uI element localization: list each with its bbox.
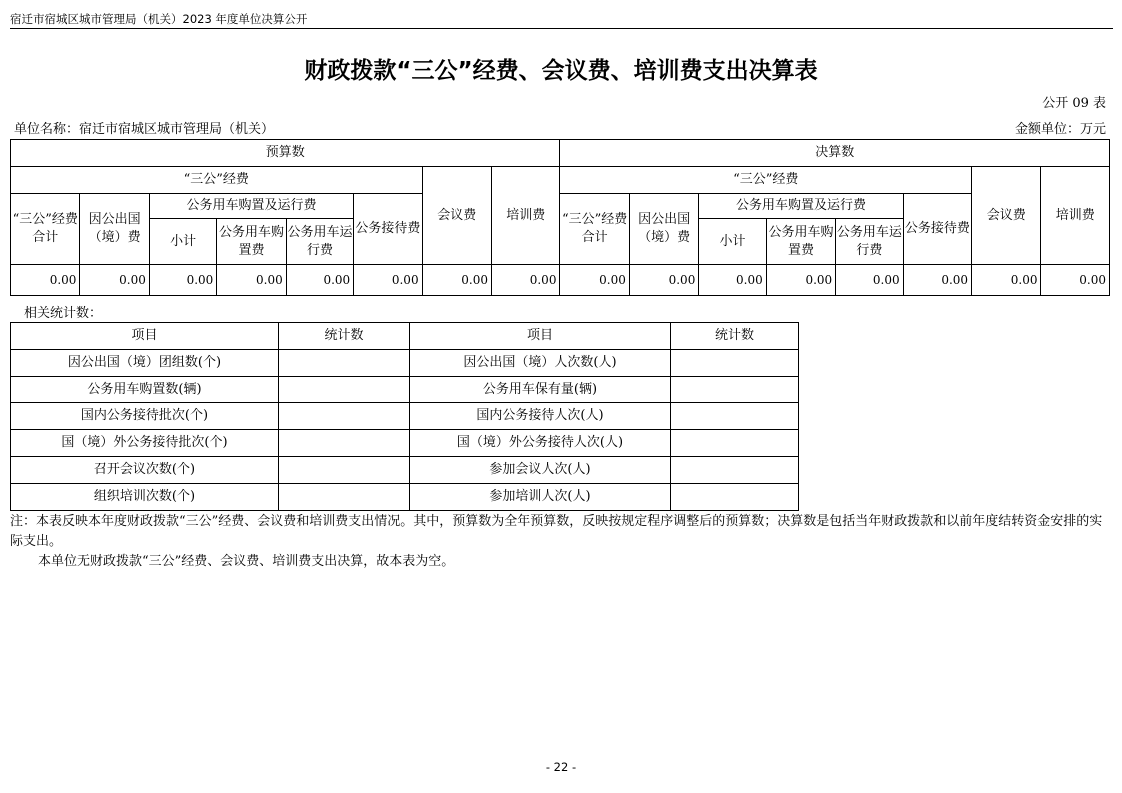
footnote: [10, 512, 1114, 572]
stats-row-value: [279, 484, 410, 511]
value-cell: 0.00: [629, 265, 698, 296]
stats-row-value: [279, 350, 410, 377]
footnote-main: 注：本表反映本年度财政拨款“三公”经费、会议费和培训费支出情况。其中，预算数为全年预算数，反映按规定程序调整后的预算数；决算数是包括当年财政拨款和以前年度结转资金安排的实际支出。: [10, 514, 1103, 549]
header-divider: [10, 28, 1113, 29]
value-cell: 0.00: [286, 265, 353, 296]
stats-row-label: 公务用车保有量(辆): [410, 377, 671, 403]
stats-item-header: 项目: [410, 323, 671, 350]
value-cell: 0.00: [560, 265, 629, 296]
budget-car-header: 公务用车购置及运行费: [149, 194, 353, 219]
budget-car-buy-header: 公务用车购置费: [217, 219, 286, 265]
stats-row-value: [279, 403, 410, 430]
budget-training-header: 培训费: [492, 167, 560, 265]
stats-row-label: 召开会议次数(个): [11, 457, 279, 484]
stats-count-header: 统计数: [279, 323, 410, 350]
value-cell: 0.00: [354, 265, 422, 296]
final-header: 决算数: [560, 140, 1110, 167]
value-cell: 0.00: [217, 265, 286, 296]
stats-row-value: [671, 403, 799, 430]
budget-car-run-header: 公务用车运行费: [286, 219, 353, 265]
final-subtotal-header: 小计: [699, 219, 766, 265]
stats-row-label: 国内公务接待批次(个): [11, 403, 279, 430]
value-cell: 0.00: [972, 265, 1041, 296]
final-training-header: 培训费: [1041, 167, 1110, 265]
value-cell: 0.00: [766, 265, 835, 296]
value-cell: 0.00: [1041, 265, 1110, 296]
stats-row-label: 国（境）外公务接待人次(人): [410, 430, 671, 457]
stats-row-label: 参加会议人次(人): [410, 457, 671, 484]
stats-row-value: [279, 377, 410, 403]
final-car-buy-header: 公务用车购置费: [766, 219, 835, 265]
budget-meeting-header: 会议费: [422, 167, 491, 265]
stats-row-value: [279, 430, 410, 457]
stats-row-label: 国（境）外公务接待批次(个): [11, 430, 279, 457]
value-cell: 0.00: [422, 265, 491, 296]
value-cell: 0.00: [149, 265, 216, 296]
value-cell: 0.00: [11, 265, 80, 296]
budget-header: 预算数: [11, 140, 560, 167]
stats-row-value: [671, 484, 799, 511]
final-sangong-header: “三公”经费: [560, 167, 972, 194]
stats-row-value: [279, 457, 410, 484]
footnote-empty-statement: 本单位无财政拨款“三公”经费、会议费、培训费支出决算，故本表为空。: [38, 554, 455, 569]
stats-row-label: 参加培训人次(人): [410, 484, 671, 511]
budget-sangong-header: “三公”经费: [11, 167, 423, 194]
budget-reception-header: 公务接待费: [354, 194, 422, 265]
value-cell: 0.00: [903, 265, 971, 296]
budget-abroad-header: 因公出国（境）费: [80, 194, 149, 265]
stats-row-value: [671, 430, 799, 457]
final-meeting-header: 会议费: [972, 167, 1041, 265]
stats-row-value: [671, 377, 799, 403]
stats-count-header: 统计数: [671, 323, 799, 350]
stats-row-label: 因公出国（境）人次数(人): [410, 350, 671, 377]
final-total-header: “三公”经费合计: [560, 194, 629, 265]
final-abroad-header: 因公出国（境）费: [629, 194, 698, 265]
value-cell: 0.00: [80, 265, 149, 296]
final-car-header: 公务用车购置及运行费: [699, 194, 903, 219]
stats-row-label: 因公出国（境）团组数(个): [11, 350, 279, 377]
stats-row-value: [671, 350, 799, 377]
money-unit: 金额单位：万元: [1014, 122, 1106, 137]
stats-table: [10, 322, 799, 511]
unit-name: 单位名称：宿迁市宿城区城市管理局（机关）: [14, 122, 275, 137]
document-header: 宿迁市宿城区城市管理局（机关）2023 年度单位决算公开: [10, 12, 308, 26]
budget-total-header: “三公”经费合计: [11, 194, 80, 265]
stats-item-header: 项目: [11, 323, 279, 350]
form-number: 公开 09 表: [1042, 96, 1106, 111]
value-cell: 0.00: [492, 265, 560, 296]
budget-subtotal-header: 小计: [149, 219, 216, 265]
final-car-run-header: 公务用车运行费: [836, 219, 903, 265]
stats-row-label: 公务用车购置数(辆): [11, 377, 279, 403]
stats-row-label: 组织培训次数(个): [11, 484, 279, 511]
final-reception-header: 公务接待费: [903, 194, 971, 265]
page-title: 财政拨款“三公”经费、会议费、培训费支出决算表: [304, 58, 818, 84]
stats-row-value: [671, 457, 799, 484]
related-stats-label: 相关统计数：: [24, 306, 103, 321]
expense-table: [10, 139, 1110, 296]
value-cell: 0.00: [699, 265, 766, 296]
stats-row-label: 国内公务接待人次(人): [410, 403, 671, 430]
page-number: - 22 -: [545, 760, 577, 774]
value-cell: 0.00: [836, 265, 903, 296]
